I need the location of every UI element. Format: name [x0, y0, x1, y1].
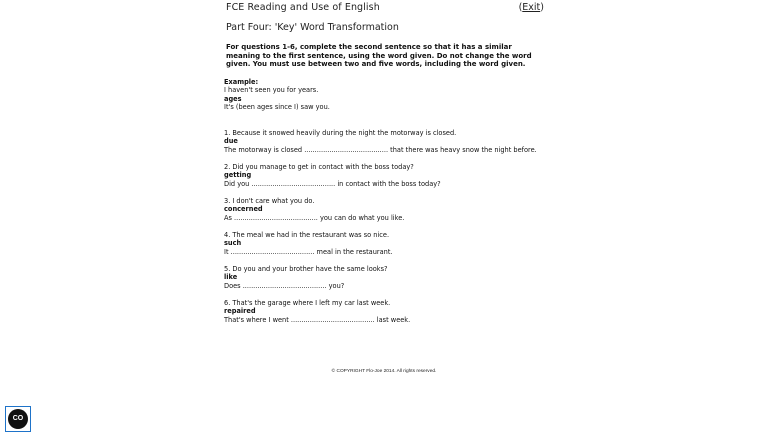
question-list [224, 129, 544, 325]
question-sentence: 1. Because it snowed heavily during the night the motorway is closed. [224, 128, 457, 137]
question-gapped-sentence: The motorway is closed ........................................ that there was heavy snow the night before. [224, 145, 537, 154]
question-gapped-sentence: That's where I went ........................................ last week. [224, 315, 411, 324]
question-gapped-sentence: It ........................................ meal in the restaurant. [224, 247, 393, 256]
example-keyword: ages [224, 94, 242, 103]
question-sentence: 3. I don't care what you do. [224, 196, 315, 205]
question-sentence: 6. That's the garage where I left my car last week. [224, 298, 391, 307]
copyright-icon: CO [8, 409, 28, 429]
question-1 [224, 129, 544, 155]
question-sentence: 5. Do you and your brother have the same looks? [224, 264, 388, 273]
copyright-button[interactable] [5, 406, 31, 432]
example-block [224, 78, 544, 112]
question-3 [224, 197, 544, 223]
example-heading: Example: [224, 77, 259, 86]
exit-close-paren: ) [540, 2, 544, 13]
question-sentence: 2. Did you manage to get in contact with the boss today? [224, 162, 414, 171]
question-keyword: getting [224, 171, 252, 180]
question-gapped-sentence: As ........................................ you can do what you like. [224, 213, 405, 222]
copyright-notice: © COPYRIGHT Flo-Joe 2014. All rights reserved. [331, 369, 437, 374]
question-5 [224, 265, 544, 291]
question-keyword: concerned [224, 205, 263, 214]
question-keyword: due [224, 137, 238, 146]
app-title: FCE Reading and Use of English [226, 2, 380, 13]
question-gapped-sentence: Does ........................................ you? [224, 281, 345, 290]
question-keyword: such [224, 239, 242, 248]
header [224, 2, 544, 18]
exit-link[interactable]: Exit [522, 2, 541, 13]
example-answer: It's (been ages since I) saw you. [224, 103, 330, 112]
question-6 [224, 299, 544, 325]
exit-wrapper [519, 2, 544, 13]
part-title: Part Four: 'Key' Word Transformation [226, 22, 399, 33]
question-keyword: repaired [224, 307, 256, 316]
question-4 [224, 231, 544, 257]
instructions: For questions 1-6, complete the second sentence so that it has a similar meaning to the first sentence, using the word given. Do not change the word given. You must use between two and five words, including the word given. [226, 43, 532, 69]
worksheet [224, 0, 544, 333]
question-gapped-sentence: Did you ........................................ in contact with the boss today? [224, 179, 441, 188]
question-keyword: like [224, 273, 238, 282]
exit-open-paren: ( [518, 2, 523, 13]
example-sentence: I haven't seen you for years. [224, 86, 319, 95]
question-2 [224, 163, 544, 189]
question-sentence: 4. The meal we had in the restaurant was so nice. [224, 230, 390, 239]
